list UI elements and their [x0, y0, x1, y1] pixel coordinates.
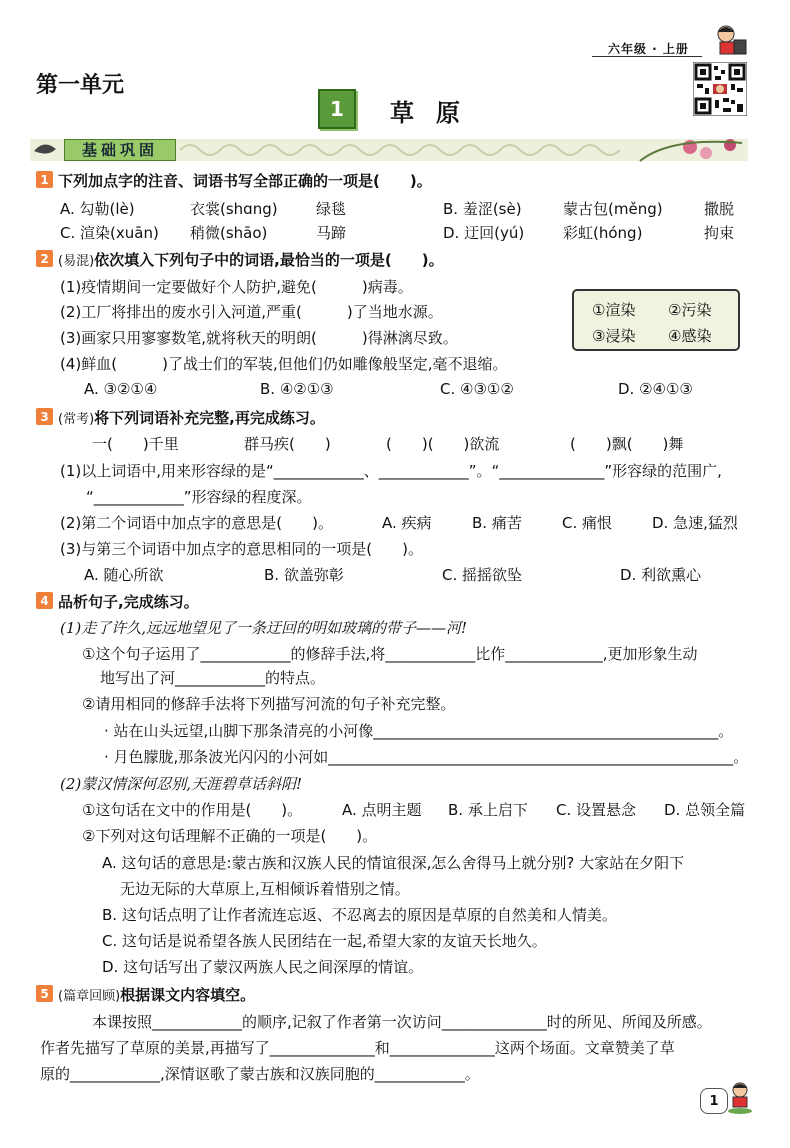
q2-option-c: C. ④③①② — [440, 380, 514, 398]
q3-sub2-option-b: B. 痛苦 — [472, 514, 522, 532]
q2-word-4: ④感染 — [668, 327, 712, 345]
q2-option-d: D. ②④①③ — [618, 380, 693, 398]
q2-word-3: ③浸染 — [592, 327, 636, 345]
q4-p2-option-b: B. 这句话点明了让作者流连忘返、不忍离去的原因是草原的自然美和人情美。 — [102, 906, 617, 924]
q3-word-3: ( )( )欲流 — [386, 435, 500, 453]
section-label: 基础巩固 — [64, 139, 176, 161]
q1-d-3: 拘束 — [704, 224, 735, 242]
q3-sub2: (2)第二个词语中加点字的意思是( )。 — [60, 514, 333, 532]
q3-word-1: 一( )千里 — [92, 435, 179, 453]
q1-a-2: 衣裳(shɑng) — [190, 200, 278, 218]
q5-line-3: 原的____________,深情讴歌了蒙古族和汉族同胞的____________。 — [40, 1065, 480, 1083]
q4-p2-q1-option-d: D. 总领全篇 — [664, 801, 746, 819]
q3-sub1-line1: (1)以上词语中,用来形容绿的是“____________、____________”。“______________”形容绿的范围广, — [60, 462, 722, 480]
header-rule — [592, 56, 702, 57]
q4-p2-option-a-line2: 无边无际的大草原上,互相倾诉着惜别之情。 — [120, 880, 410, 898]
q1-stem: 下列加点字的注音、词语书写全部正确的一项是( )。 — [58, 172, 432, 190]
qr-code-icon[interactable] — [693, 62, 747, 116]
q5-tag: (篇章回顾) — [58, 989, 121, 1004]
question-number-4: 4 — [36, 592, 53, 609]
q2-option-a: A. ③②①④ — [84, 380, 158, 398]
grade-label: 六年级 · 上册 — [608, 42, 689, 56]
q1-b-2: 蒙古包(měng) — [563, 200, 663, 218]
q3-sub3-option-a: A. 随心所欲 — [84, 566, 164, 584]
q1-c-3: 马蹄 — [316, 224, 347, 242]
q2-stem: 依次填入下列句子中的词语,最恰当的一项是( )。 — [94, 251, 444, 269]
q4-p1-q1-line2: 地写出了河____________的特点。 — [100, 669, 326, 687]
lesson-title: 草原 — [390, 99, 482, 127]
q2-sentence-4: (4)鲜血( )了战士们的军装,但他们仍如雕像般坚定,毫不退缩。 — [60, 355, 508, 373]
q4-p1-bullet-2: · 月色朦胧,那条波光闪闪的小河如______________________________________________________。 — [104, 748, 749, 766]
q1-c-2: 稍微(shāo) — [190, 224, 268, 242]
unit-title: 第一单元 — [36, 73, 125, 98]
q2-sentence-2: (2)工厂将排出的废水引入河道,严重( )了当地水源。 — [60, 303, 443, 321]
q2-word-1: ①渲染 — [592, 301, 636, 319]
lesson-number: 1 — [318, 89, 356, 129]
q1-b-1: B. 羞涩(sè) — [443, 200, 522, 218]
q3-sub3-option-b: B. 欲盖弥彰 — [264, 566, 344, 584]
q5-stem: 根据课文内容填空。 — [120, 986, 256, 1004]
q2-sentence-1: (1)疫情期间一定要做好个人防护,避免( )病毒。 — [60, 278, 413, 296]
q4-p2-q1-option-b: B. 承上启下 — [448, 801, 528, 819]
mascot-icon — [726, 1080, 754, 1114]
q4-p2-option-a-line1: A. 这句话的意思是:蒙古族和汉族人民的情谊很深,怎么舍得马上就分别? 大家站在夕阳下 — [102, 854, 685, 872]
q4-p1-bullet-1: · 站在山头远望,山脚下那条清亮的小河像______________________________________________。 — [104, 722, 734, 740]
q4-stem: 品析句子,完成练习。 — [58, 593, 199, 611]
q1-b-3: 撒脱 — [704, 200, 735, 218]
q4-p1-q1-line1: ①这个句子运用了____________的修辞手法,将____________比作_____________,更加形象生动 — [82, 645, 698, 663]
q1-a-1: A. 勾勒(lè) — [60, 200, 135, 218]
q3-tag: (常考) — [58, 412, 95, 427]
q4-p1-q2: ②请用相同的修辞手法将下列描写河流的句子补充完整。 — [82, 695, 456, 713]
page-number: 1 — [700, 1088, 728, 1114]
q4-p2-q1: ①这句话在文中的作用是( )。 — [82, 801, 303, 819]
q1-c-1: C. 渲染(xuān) — [60, 224, 159, 242]
q4-p2-q2: ②下列对这句话理解不正确的一项是( )。 — [82, 827, 378, 845]
q3-sub3: (3)与第三个词语中加点字的意思相同的一项是( )。 — [60, 540, 423, 558]
q3-word-2: 群马疾( ) — [244, 435, 331, 453]
q4-p2-q1-option-c: C. 设置悬念 — [556, 801, 637, 819]
question-number-2: 2 — [36, 250, 53, 267]
q5-line-2: 作者先描写了草原的美景,再描写了______________和______________这两个场面。文章赞美了草 — [40, 1039, 675, 1057]
q1-d-2: 彩虹(hóng) — [563, 224, 643, 242]
q4-p2-q1-option-a: A. 点明主题 — [342, 801, 422, 819]
q4-p2-option-d: D. 这句话写出了蒙汉两族人民之间深厚的情谊。 — [102, 958, 424, 976]
q3-sub2-option-d: D. 急速,猛烈 — [652, 514, 738, 532]
question-number-3: 3 — [36, 408, 53, 425]
q4-p2-option-c: C. 这句话是说希望各族人民团结在一起,希望大家的友谊天长地久。 — [102, 932, 547, 950]
q3-word-4: ( )飘( )舞 — [570, 435, 684, 453]
q4-passage-2: (2)蒙汉情深何忍别,天涯碧草话斜阳! — [60, 775, 303, 793]
q4-passage-1: (1)走了许久,远远地望见了一条迂回的明如玻璃的带子——河! — [60, 619, 468, 637]
q2-tag: (易混) — [58, 254, 95, 269]
q3-sub2-option-c: C. 痛恨 — [562, 514, 613, 532]
q2-sentence-3: (3)画家只用寥寥数笔,就将秋天的明朗( )得淋漓尽致。 — [60, 329, 458, 347]
q3-sub1-line2: “____________”形容绿的程度深。 — [86, 488, 312, 506]
question-number-1: 1 — [36, 171, 53, 188]
question-number-5: 5 — [36, 985, 53, 1002]
q3-sub3-option-d: D. 利欲熏心 — [620, 566, 702, 584]
q2-word-box — [572, 289, 740, 351]
q1-d-1: D. 迂回(yú) — [443, 224, 525, 242]
mascot-icon — [712, 22, 748, 58]
q2-option-b: B. ④②①③ — [260, 380, 334, 398]
q5-line-1: 本课按照____________的顺序,记叙了作者第一次访问______________时的所见、所闻及所感。 — [92, 1013, 712, 1031]
q2-word-2: ②污染 — [668, 301, 712, 319]
q3-sub2-option-a: A. 疾病 — [382, 514, 432, 532]
q1-a-3: 绿毯 — [316, 200, 347, 218]
q3-sub3-option-c: C. 摇摇欲坠 — [442, 566, 523, 584]
q3-stem: 将下列词语补充完整,再完成练习。 — [94, 409, 325, 427]
